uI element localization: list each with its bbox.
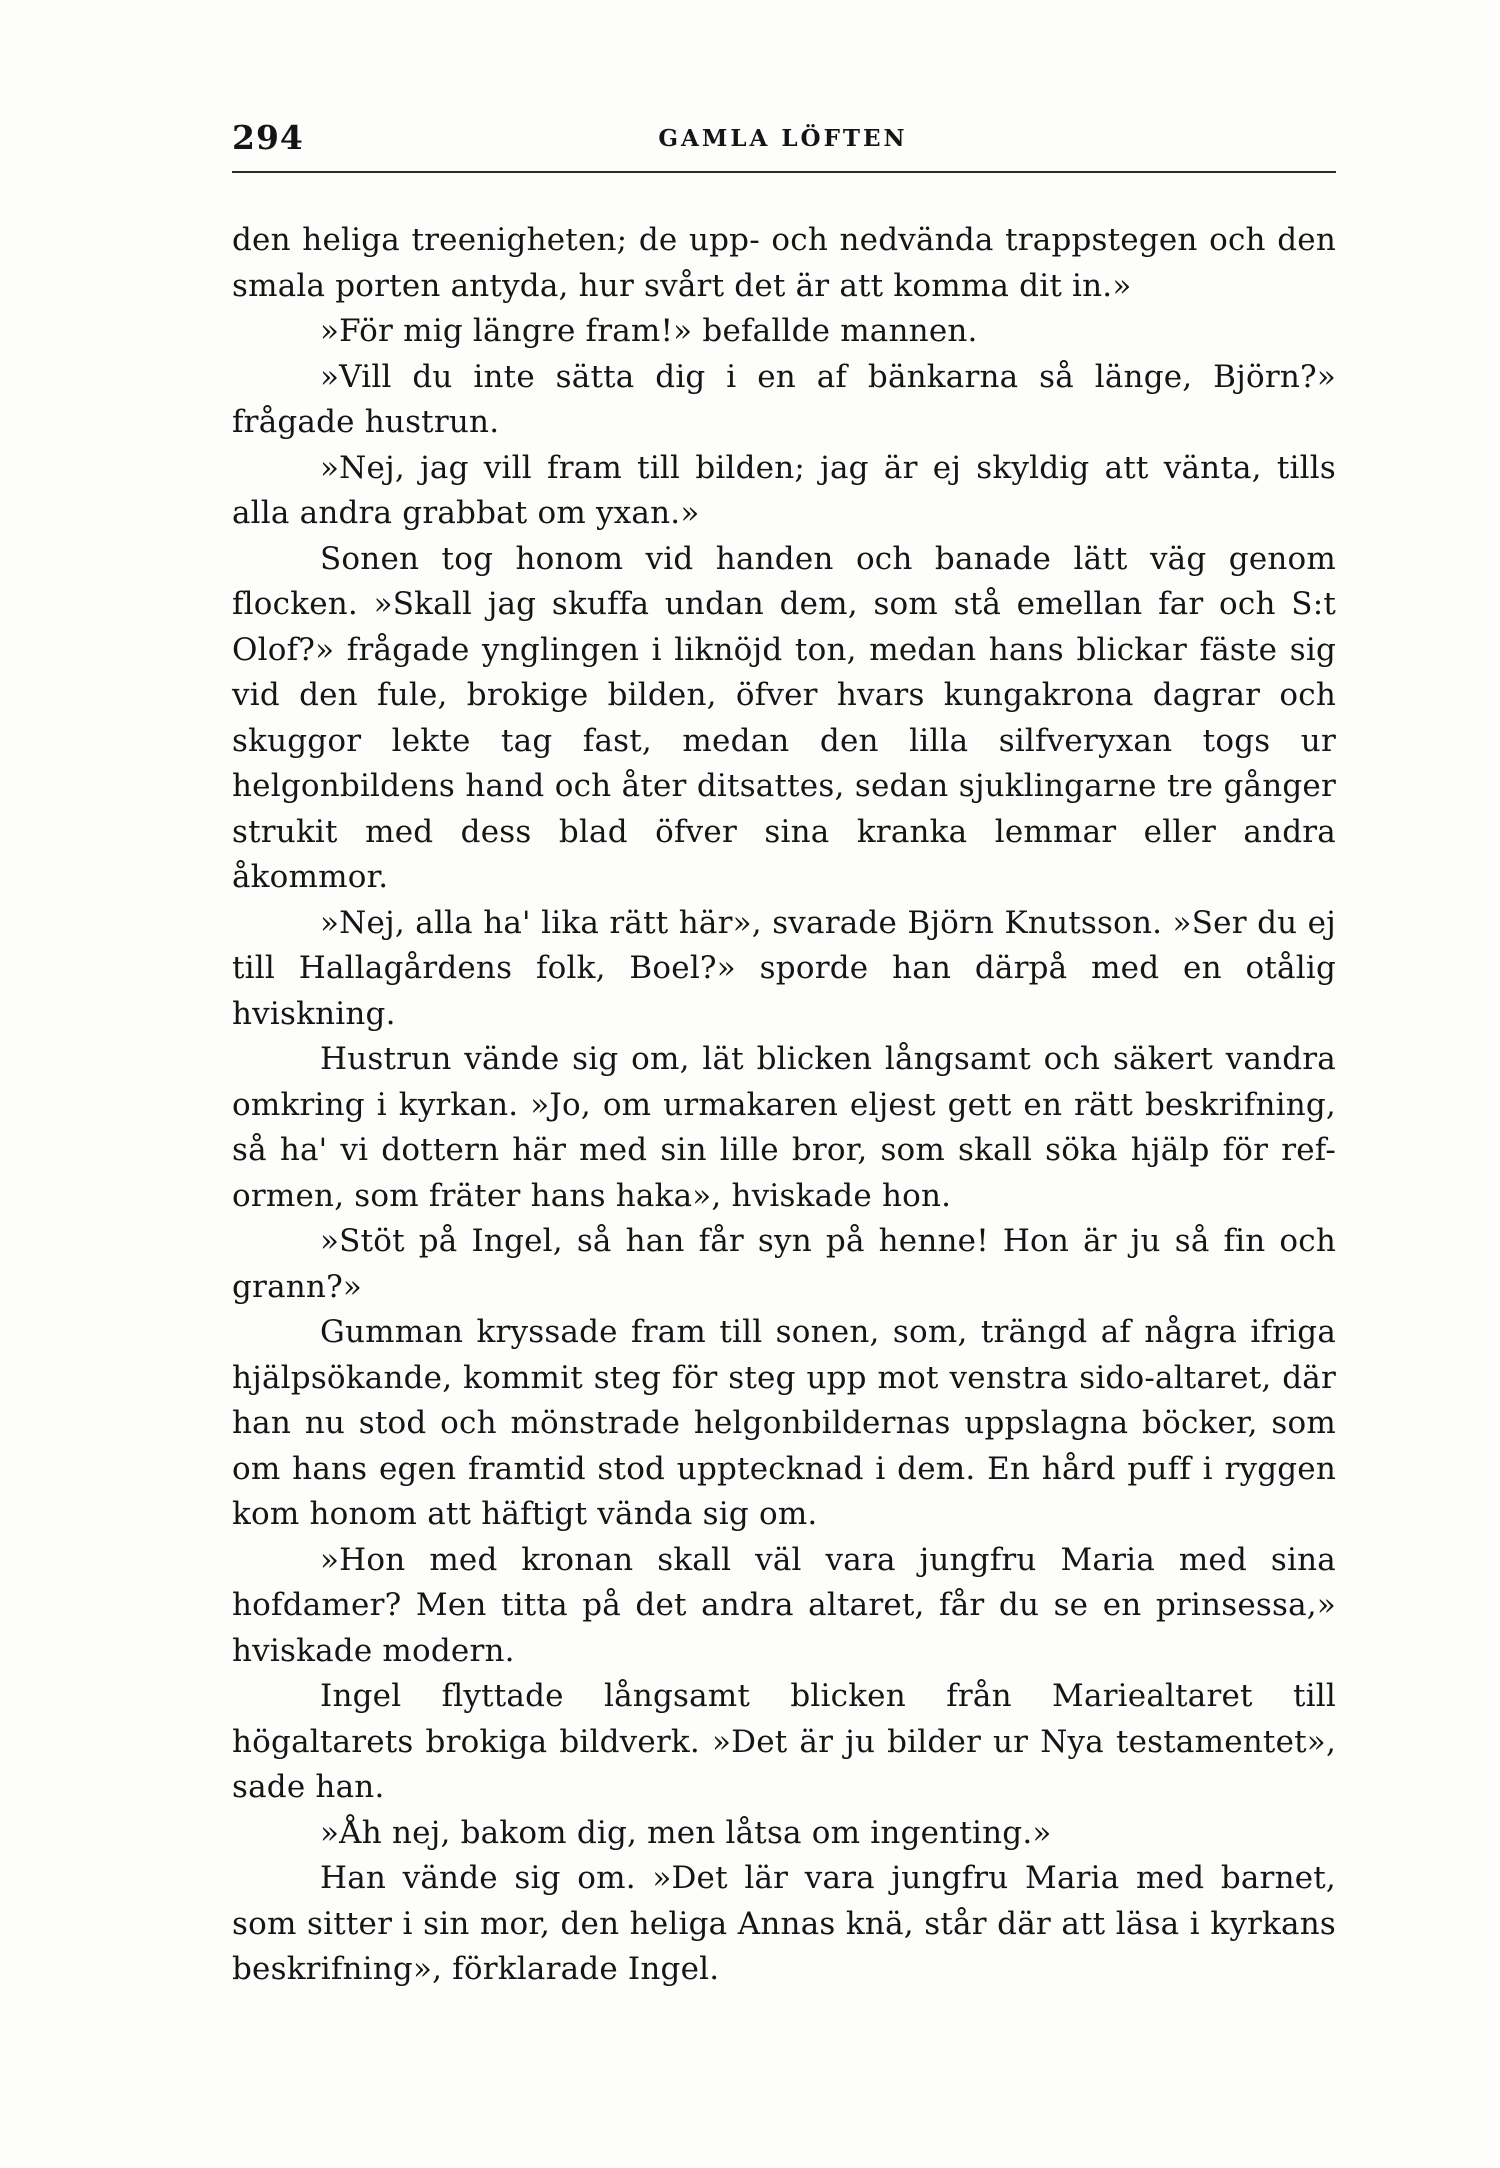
paragraph: »Hon med kronan skall väl vara jungfru Maria med sina hofdamer? Men titta på det andra altaret, får du se en prinsessa,» hviskade modern. bbox=[232, 1541, 1336, 1669]
paragraph: Hustrun vände sig om, lät blicken långsamt och säkert vandra omkring i kyrkan. »Jo, om urmakaren eljest gett en rätt beskrifning, så ha' vi dottern här med sin lille bror, som skall söka hjälp för ref-ormen, som fräter hans haka», hviskade hon. bbox=[232, 1041, 1336, 1214]
header-rule bbox=[232, 171, 1336, 173]
paragraph: »Nej, jag vill fram till bilden; jag är ej skyldig att vänta, tills alla andra grabbat om yxan.» bbox=[232, 449, 1336, 531]
paragraph: »Stöt på Ingel, så han får syn på henne! Hon är ju så fin och grann?» bbox=[232, 1223, 1336, 1305]
running-title: GAMLA LÖFTEN bbox=[658, 125, 908, 152]
body-text bbox=[232, 218, 1336, 1993]
page-number: 294 bbox=[232, 118, 304, 157]
paragraph: den heliga treenigheten; de upp- och nedvända trappstegen och den smala porten antyda, hur svårt det är att komma dit in.» bbox=[232, 222, 1336, 304]
paragraph: »För mig längre fram!» befallde mannen. bbox=[320, 313, 978, 349]
paragraph: Gumman kryssade fram till sonen, som, trängd af några ifriga hjälpsökande, kommit steg för steg upp mot venstra sido-altaret, där han nu stod och mönstrade helgonbildernas uppslagna böcker, som om hans egen framtid stod upptecknad i dem. En hård puff i ryggen kom honom att häftigt vända sig om. bbox=[232, 1314, 1336, 1532]
paragraph: Han vände sig om. »Det lär vara jungfru Maria med barnet, som sitter i sin mor, den heliga Annas knä, står där att läsa i kyrkans beskrifning», förklarade Ingel. bbox=[232, 1860, 1336, 1987]
page-header bbox=[232, 118, 1334, 168]
paragraph: Sonen tog honom vid handen och banade lätt väg genom flocken. »Skall jag skuffa undan dem, som stå emellan far och S:t Olof?» frågade ynglingen i liknöjd ton, medan hans blickar fäste sig vid den fule, brokige bilden, öfver hvars kungakrona dagrar och skuggor lekte tag fast, medan den lilla silfveryxan togs ur helgonbildens hand och åter ditsattes, sedan sjuklingarne tre gånger strukit med dess blad öfver sina kranka lemmar eller andra åkommor. bbox=[232, 540, 1336, 895]
paragraph: »Nej, alla ha' lika rätt här», svarade Björn Knutsson. »Ser du ej till Hallagårdens folk, Boel?» sporde han därpå med en otålig hviskning. bbox=[232, 904, 1336, 1032]
paragraph: Ingel flyttade långsamt blicken från Mariealtaret till högaltarets brokiga bildverk. »Det är ju bilder ur Nya testamentet», sade han. bbox=[232, 1678, 1336, 1805]
paragraph: »Åh nej, bakom dig, men låtsa om ingenting.» bbox=[320, 1814, 1052, 1851]
paragraph: »Vill du inte sätta dig i en af bänkarna så länge, Björn?» frågade hustrun. bbox=[232, 358, 1336, 440]
